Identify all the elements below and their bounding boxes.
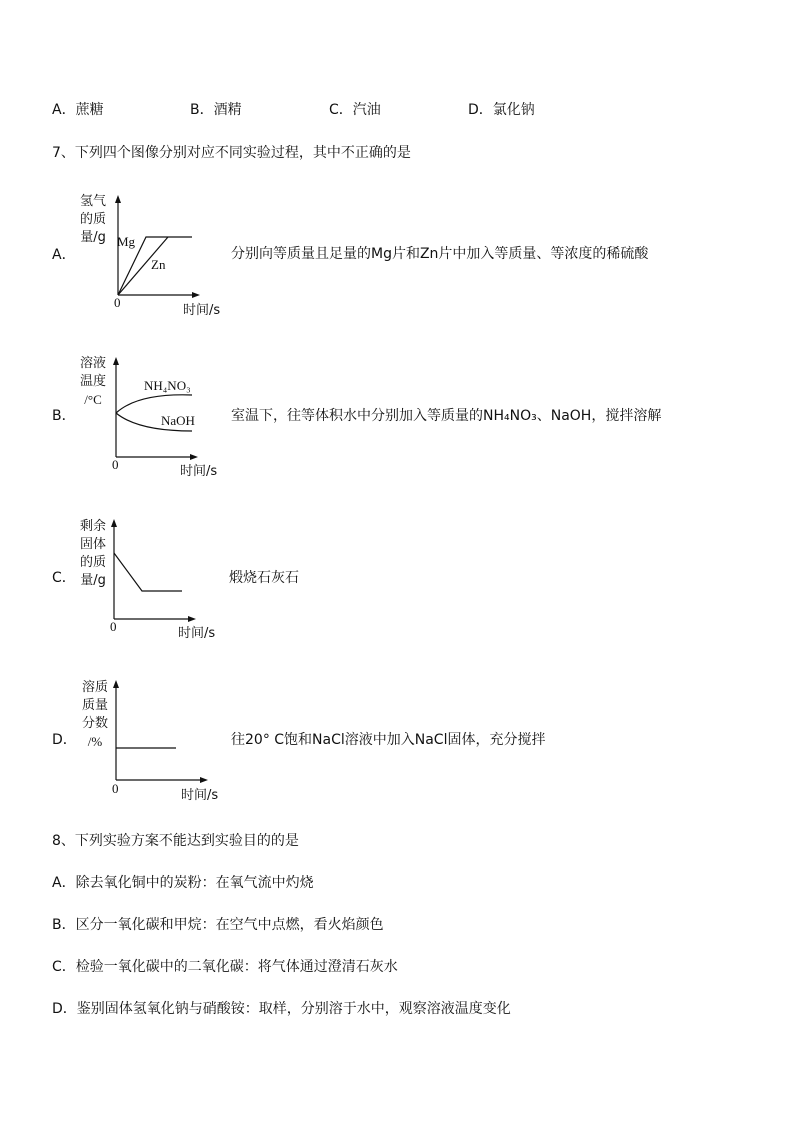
option-letter: A．	[52, 102, 76, 118]
q8-option-b	[52, 914, 384, 934]
graph-a-origin: 0	[114, 295, 121, 310]
graph-c-origin: 0	[110, 619, 117, 634]
option-text: 汽油	[352, 102, 381, 118]
graph-c-letter: C．	[52, 570, 76, 586]
option-text: 检验一氧化碳中的二氧化碳：将气体通过澄清石灰水	[75, 959, 398, 975]
y-axis-arrow	[115, 195, 121, 203]
ylabel-line: 的质	[80, 555, 107, 570]
option-text: 酒精	[213, 102, 242, 118]
y-axis-arrow	[111, 519, 117, 527]
nh4no3-label: NH₄NO₃	[144, 378, 191, 393]
ylabel-line: 温度	[80, 374, 107, 389]
mg-label: Mg	[117, 234, 136, 249]
graph-c-description: 煅烧石灰石	[229, 570, 299, 586]
ylabel-line: 量/g	[80, 230, 106, 245]
nh4no3-curve	[116, 395, 192, 413]
ylabel-line: 剩余	[80, 519, 107, 534]
ylabel-line: 的质	[80, 212, 107, 227]
ylabel-line: 质量	[82, 698, 109, 713]
option-letter: D．	[468, 102, 493, 118]
ylabel-line: /%	[87, 734, 103, 749]
y-axis-arrow	[113, 357, 119, 365]
graph-d-description: 往20° C饱和NaCl溶液中加入NaCl固体，充分搅拌	[231, 732, 546, 748]
graph-d-ylabel	[82, 679, 108, 751]
y-axis-arrow	[113, 680, 119, 688]
graph-d-letter: D．	[52, 732, 77, 748]
remaining-solid-curve	[114, 553, 182, 591]
option-letter: C．	[329, 102, 353, 118]
option-text: 除去氧化铜中的炭粉：在氧气流中灼烧	[75, 875, 314, 891]
graph-d-xlabel: 时间/s	[181, 788, 219, 803]
graph-c-xlabel: 时间/s	[178, 626, 216, 641]
option-text: 区分一氧化碳和甲烷：在空气中点燃，看火焰颜色	[75, 917, 384, 933]
x-axis-arrow	[192, 292, 200, 298]
q6-option-c	[329, 99, 381, 119]
q8-option-c	[52, 956, 398, 976]
ylabel-line: 溶质	[82, 680, 109, 695]
graph-a-plot	[110, 195, 230, 315]
graph-d-origin: 0	[112, 781, 119, 796]
q7-stem: 7、下列四个图像分别对应不同实验过程，其中不正确的是	[52, 145, 411, 161]
ylabel-line: 固体	[80, 537, 107, 552]
option-letter: C．	[52, 959, 76, 975]
graph-c-plot	[106, 519, 226, 639]
graph-d-plot	[108, 680, 228, 800]
q8-option-a	[52, 872, 314, 892]
graph-a-description: 分别向等质量且足量的Mg片和Zn片中加入等质量、等浓度的稀硫酸	[231, 246, 649, 262]
q6-option-a	[52, 99, 104, 119]
ylabel-line: /°C	[84, 392, 102, 407]
q6-option-b	[190, 99, 242, 119]
q8-stem: 8、下列实验方案不能达到实验目的的是	[52, 833, 299, 849]
option-text: 蔗糖	[75, 102, 104, 118]
option-text: 鉴别固体氢氧化钠与硝酸铵：取样，分别溶于水中，观察溶液温度变化	[76, 1001, 511, 1017]
q6-option-d	[468, 99, 535, 119]
graph-b-letter: B．	[52, 408, 76, 424]
ylabel-line: 量/g	[80, 573, 106, 588]
graph-a-ylabel	[80, 193, 106, 247]
ylabel-line: 分数	[82, 716, 109, 731]
option-text: 氯化钠	[492, 102, 535, 118]
graph-b-ylabel	[80, 355, 106, 409]
option-letter: B．	[52, 917, 76, 933]
x-axis-arrow	[200, 777, 208, 783]
naoh-label: NaOH	[161, 413, 195, 428]
graph-c-ylabel	[80, 518, 106, 590]
q8-option-d	[52, 998, 511, 1018]
option-letter: A．	[52, 875, 76, 891]
zn-label: Zn	[151, 257, 166, 272]
ylabel-line: 溶液	[80, 356, 107, 371]
graph-b-plot	[108, 357, 228, 477]
ylabel-line: 氢气	[80, 194, 107, 209]
option-letter: D．	[52, 1001, 77, 1017]
graph-b-xlabel: 时间/s	[180, 464, 218, 479]
graph-a-letter: A．	[52, 247, 76, 263]
option-letter: B．	[190, 102, 214, 118]
graph-a-xlabel: 时间/s	[183, 303, 221, 318]
graph-b-origin: 0	[112, 457, 119, 472]
graph-b-description: 室温下，往等体积水中分别加入等质量的NH₄NO₃、NaOH，搅拌溶解	[231, 408, 662, 424]
